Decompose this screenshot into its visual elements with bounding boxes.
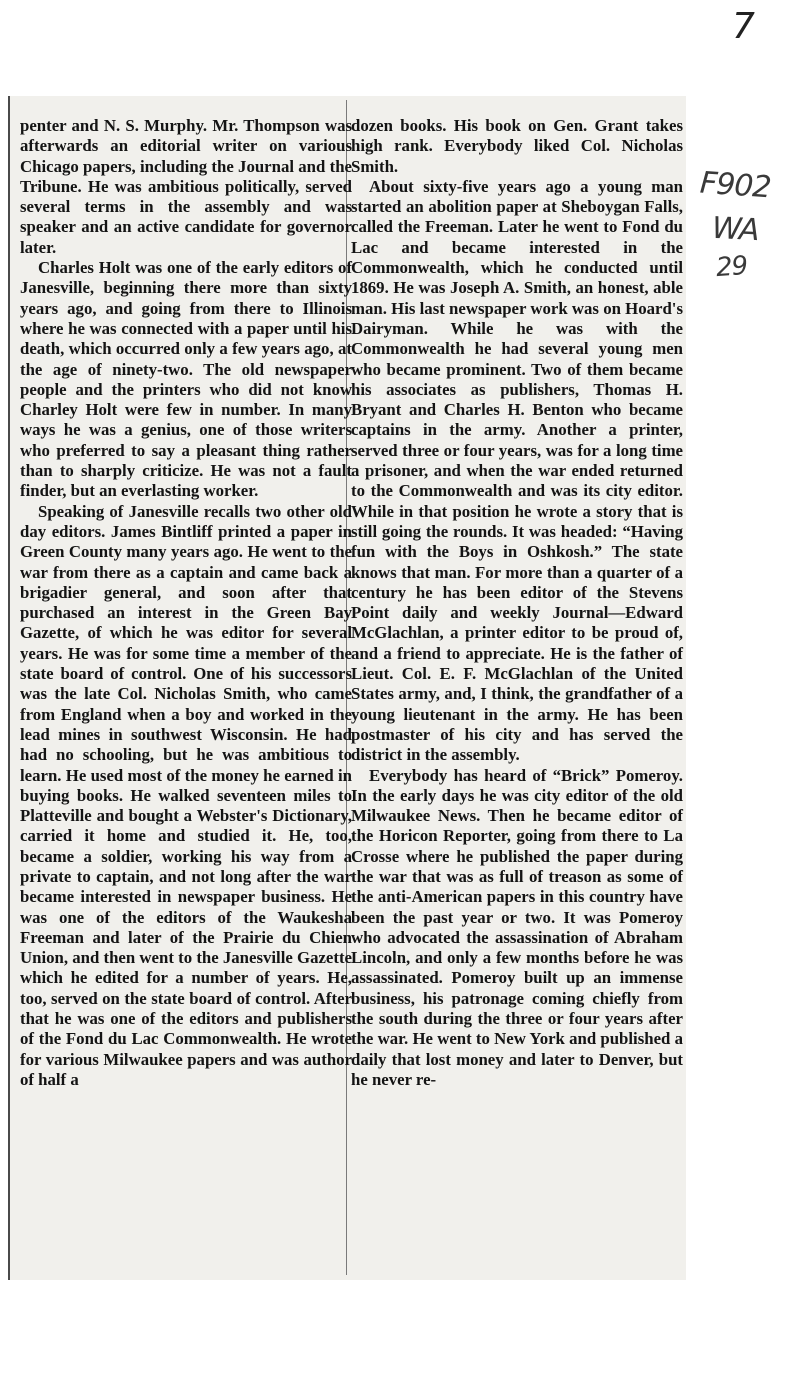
paragraph: Everybody has heard of “Brick” Pomeroy. In the early days he was city editor of the old Milwaukee News. Then he became editor of the Horicon Reporter, going from there to La Crosse where he published the paper during the war that was as full of treason as some of the anti-American papers in this country have been the past year or two. It was Pomeroy who advocated the assassination of Abraham Lincoln, and only a few months before he was assassinated. Pomeroy built up an immense business, his patronage coming chiefly from the south during the three or four years after the war. He went to New York and published a daily that lost money and later to Denver, but he never re-	[351, 765, 683, 1089]
paragraph: dozen books. His book on Gen. Grant takes high rank. Everybody liked Col. Nicholas Smith.	[351, 116, 683, 176]
handwritten-note: 29	[714, 250, 749, 284]
right-column	[351, 116, 683, 1090]
handwritten-note: WA	[711, 210, 760, 249]
handwritten-note: F902	[698, 165, 772, 206]
left-column	[20, 116, 352, 1090]
paragraph: Charles Holt was one of the early editors of Janesville, beginning there more than sixty years ago, and going from there to Illinois where he was connected with a paper until his death, which occurred only a few years ago, at the age of ninety-two. The old newspaper people and the printers who did not know Charley Holt were few in number. In many ways he was a genius, one of those writers who preferred to say a pleasant thing rather than to sharply criticize. He was not a fault finder, but an everlasting worker.	[20, 258, 352, 501]
paragraph: Speaking of Janesville recalls two other old day editors. James Bintliff printed a paper in Green County many years ago. He went to the war from there as a captain and came back a brigadier general, and soon after that purchased an interest in the Green Bay Gazette, of which he was editor for several years. He was for some time a member of the state board of control. One of his successors was the late Col. Nicholas Smith, who came from England when a boy and worked in the lead mines in southwest Wisconsin. He had had no schooling, but he was ambitious to learn. He used most of the money he earned in buying books. He walked seventeen miles to Platteville and bought a Webster's Dictionary, carried it home and studied it. He, too, became a soldier, working his way from a private to captain, and not long after the war became interested in newspaper business. He was one of the editors of the Waukesha Freeman and later of the Prairie du Chien Union, and then went to the Janesville Gazette which he edited for a number of years. He, too, served on the state board of control. After that he was one of the editors and publishers of the Fond du Lac Commonwealth. He wrote for various Milwaukee papers and was author of half a	[20, 501, 352, 1089]
paragraph: penter and N. S. Murphy. Mr. Thompson was afterwards an editorial writer on various Chicago papers, including the Journal and the Tribune. He was ambitious politically, served several terms in the assembly and was speaker and an active candidate for governor later.	[20, 116, 352, 257]
paragraph: About sixty-five years ago a young man started an abolition paper at Sheboygan Falls, called the Freeman. Later he went to Fond du Lac and became interested in the Commonwealth, which he conducted until 1869. He was Joseph A. Smith, an honest, able man. His last newspaper work was on Hoard's Dairyman. While he was with the Commonwealth he had several young men who became prominent. Two of them became his associates as publishers, Thomas H. Bryant and Charles H. Benton who became captains in the army. Another a printer, served three or four years, was for a long time a prisoner, and when the war ended returned to the Commonwealth and was its city editor. While in that position he wrote a story that is still going the rounds. It was headed: “Having fun with the Boys in Oshkosh.” The state knows that man. For more than a quarter of a century he has been editor of the Stevens Point daily and weekly Journal—Edward McGlachlan, a printer editor to be proud of, and a friend to appreciate. He is the father of Lieut. Col. E. F. McGlachlan of the United States army, and, I think, the grandfather of a young lieutenant in the army. He has been postmaster of his city and has served the district in the assembly.	[351, 176, 683, 765]
page-number: 7	[732, 6, 755, 47]
